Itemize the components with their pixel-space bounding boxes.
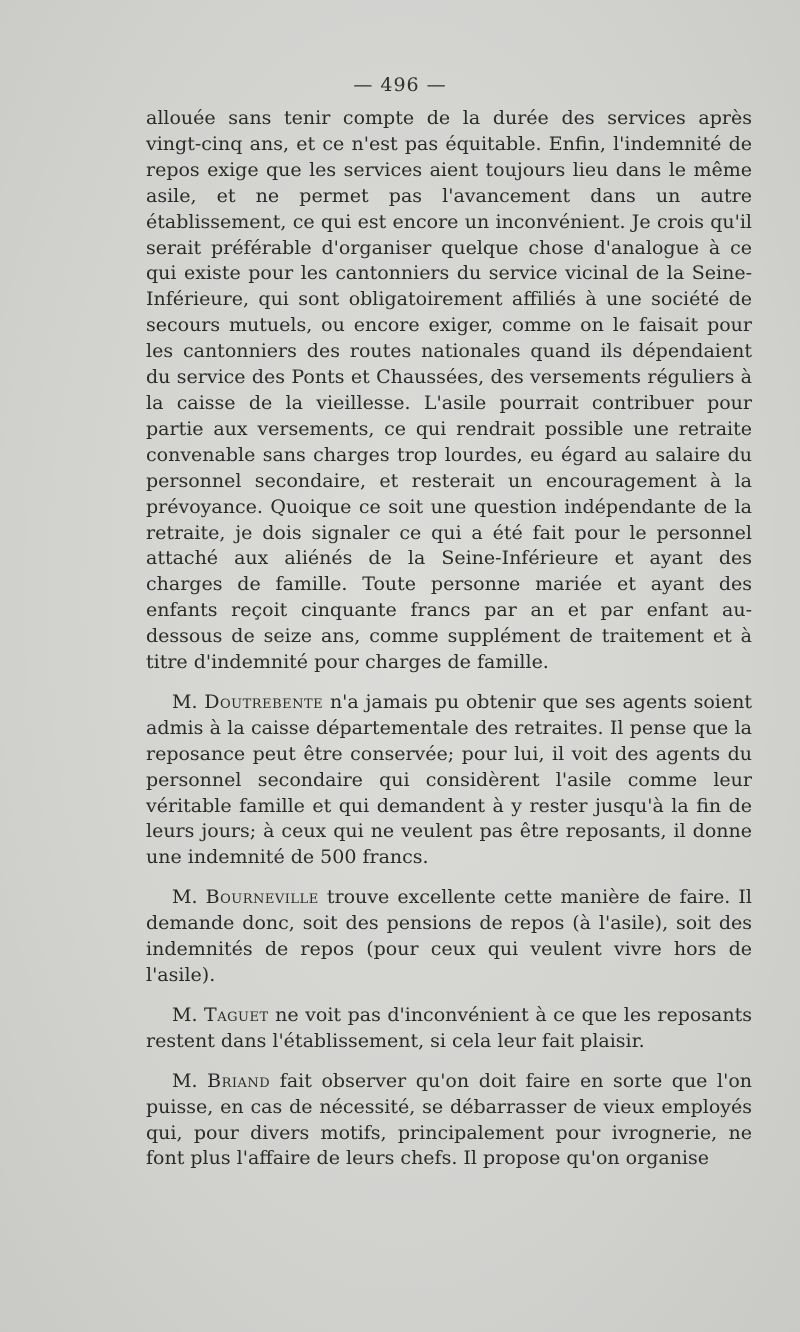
speaker-name: Doutrebente xyxy=(204,690,324,713)
speaker-name: Bourneville xyxy=(205,886,319,909)
paragraph-continuation xyxy=(146,106,752,676)
body-text xyxy=(146,106,752,1172)
paragraph-taguet xyxy=(146,1003,752,1055)
page-number: — 496 — xyxy=(353,74,447,96)
speaker-prefix: M. xyxy=(172,1069,198,1092)
paragraph-briand xyxy=(146,1069,752,1173)
speaker-name: Briand xyxy=(207,1069,271,1092)
speaker-prefix: M. xyxy=(172,886,198,909)
paragraph-bourneville xyxy=(146,885,752,989)
paragraph-doutrebente xyxy=(146,690,752,871)
paragraph-text: trouve excellente cette manière de faire. Il demande donc, soit des pensions de repos (à l'asile), soit des indemnités de repos (pour ceux qui veulent vivre hors de l'asile). xyxy=(146,886,752,986)
paragraph-text: fait observer qu'on doit faire en sorte que l'on puisse, en cas de nécessité, se débarrasser de vieux employés qui, pour divers motifs, principalement pour ivrognerie, ne font plus l'affaire de leurs chefs. Il propose qu'on organise xyxy=(146,1069,753,1170)
speaker-name: Taguet xyxy=(204,1003,269,1026)
paragraph-text: allouée sans tenir compte de la durée des services après vingt-cinq ans, et ce n'est pas équitable. Enfin, l'indemnité de repos exige que les services aient toujours lieu dans le même asile, et ne permet pas l'avancement dans un autre établissement, ce qui est encore un inconvénient. Je crois qu'il serait préférable d'organiser quelque chose d'analogue à ce qui existe pour les cantonniers du service vicinal de la Seine-Inférieure, qui sont obligatoirement affiliés à une société de secours mutuels, ou encore exiger, comme on le faisait pour les cantonniers des routes nationales quand ils dépendaient du service des Ponts et Chaussées, des versements réguliers à la caisse de la vieillesse. L'asile pourrait contribuer pour partie aux versements, ce qui rendrait possible une retraite convenable sans charges trop lourdes, eu égard au salaire du personnel secondaire, et resterait un encouragement à la prévoyance. Quoique ce soit une question indépendante de la retraite, je dois signaler ce qui a été fait pour le personnel attaché aux aliénés de la Seine-Inférieure et ayant des charges de famille. Toute personne mariée et ayant des enfants reçoit cinquante francs par an et par enfant au-dessous de seize ans, comme supplément de traitement et à titre d'indemnité pour charges de famille. xyxy=(146,107,752,674)
paragraph-text: n'a jamais pu obtenir que ses agents soient admis à la caisse départementale des retraites. Il pense que la reposance peut être conservée; pour lui, il voit des agents du personnel secondaire qui considèrent l'asile comme leur véritable famille et qui demandent à y rester jusqu'à la fin de leurs jours; à ceux qui ne veulent pas être reposants, il donne une indemnité de 500 francs. xyxy=(146,690,752,869)
paragraph-text: ne voit pas d'inconvénient à ce que les reposants restent dans l'établissement, si cela leur fait plaisir. xyxy=(146,1003,753,1052)
speaker-prefix: M. xyxy=(172,690,198,713)
speaker-prefix: M. xyxy=(172,1003,198,1026)
